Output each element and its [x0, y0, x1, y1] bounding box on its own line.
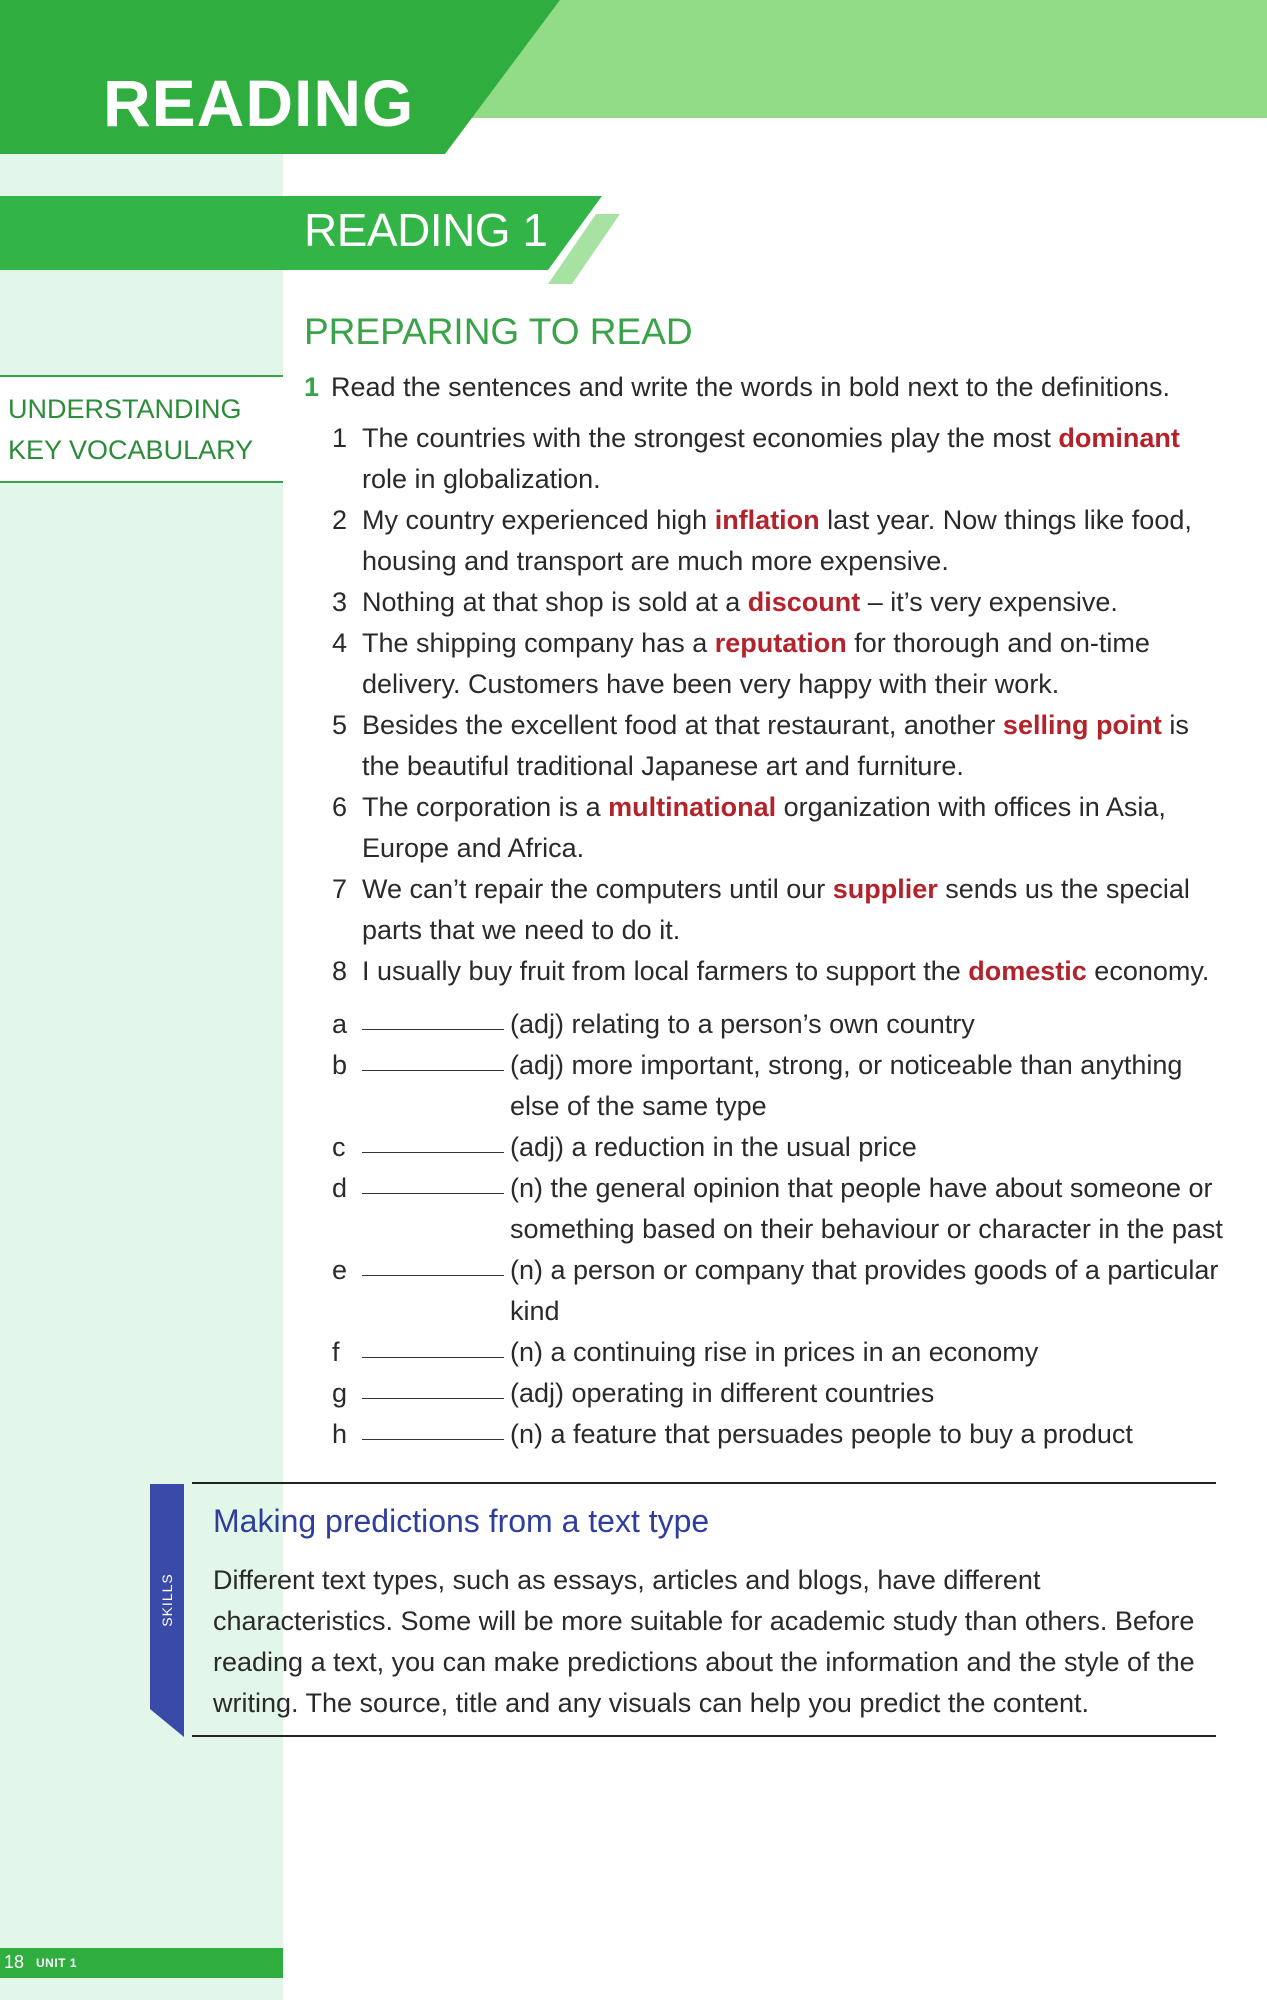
definition-letter: a — [332, 1009, 348, 1039]
definition-letter: d — [332, 1173, 348, 1203]
page-number: 18 — [4, 1952, 25, 1972]
bold-vocab-word: supplier — [832, 874, 938, 904]
definition-text: (n) the general opinion that people have about someone or something based on their behaviour or character in the past — [510, 1173, 1223, 1244]
sentence-item — [332, 705, 1232, 787]
skills-tab-text: SKILLS — [159, 1573, 175, 1627]
sentence-item — [332, 582, 1232, 623]
definition-text: (adj) relating to a person’s own country — [510, 1009, 975, 1039]
bold-vocab-word: dominant — [1058, 423, 1180, 453]
definition-text: (n) a feature that persuades people to buy a product — [510, 1419, 1133, 1449]
skills-title: Making predictions from a text type — [213, 1503, 710, 1539]
definition-letter: c — [332, 1132, 346, 1162]
definition-item — [332, 1004, 1232, 1045]
bold-vocab-word: discount — [747, 587, 861, 617]
sentence-text: sends us the special parts that we need to do it. — [362, 874, 1190, 945]
definition-item — [332, 1414, 1232, 1455]
sentence-text: is the beautiful traditional Japanese art and furniture. — [362, 710, 1189, 781]
instruction-text: Read the sentences and write the words in bold next to the definitions. — [331, 372, 1171, 402]
sentence-list — [332, 418, 1232, 992]
skills-tab-label — [150, 1560, 184, 1640]
sentence-number: 7 — [332, 874, 348, 904]
answer-blank[interactable] — [362, 1414, 504, 1440]
bold-vocab-word: inflation — [714, 505, 820, 535]
sentence-text: The corporation is a — [362, 792, 609, 822]
answer-blank[interactable] — [362, 1004, 504, 1030]
sentence-number: 8 — [332, 956, 348, 986]
sidebar-label-line2: KEY VOCABULARY — [8, 435, 254, 465]
sentence-text: My country experienced high — [362, 505, 715, 535]
sentence-number: 2 — [332, 505, 348, 535]
sentence-text: last year. Now things like food, housing and transport are much more expensive. — [362, 505, 1192, 576]
definition-item — [332, 1168, 1232, 1250]
sentence-text: I usually buy fruit from local farmers to support the — [362, 956, 969, 986]
definition-text: (adj) more important, strong, or noticeable than anything else of the same type — [510, 1050, 1183, 1121]
exercise-number: 1 — [304, 372, 320, 402]
sentence-number: 3 — [332, 587, 348, 617]
sentence-item — [332, 623, 1232, 705]
sentence-text: Besides the excellent food at that restaurant, another — [362, 710, 1003, 740]
sentence-text: – it’s very expensive. — [860, 587, 1118, 617]
bold-vocab-word: selling point — [1002, 710, 1162, 740]
sentence-text: Nothing at that shop is sold at a — [362, 587, 748, 617]
section-title: READING 1 — [304, 204, 548, 256]
sidebar-label — [0, 375, 283, 483]
sentence-item — [332, 951, 1232, 992]
answer-blank[interactable] — [362, 1168, 504, 1194]
definition-letter: g — [332, 1378, 348, 1408]
answer-blank[interactable] — [362, 1127, 504, 1153]
answer-blank[interactable] — [362, 1373, 504, 1399]
bold-vocab-word: reputation — [714, 628, 847, 658]
sentence-text: role in globalization. — [362, 464, 601, 494]
skills-box-bottom-rule — [192, 1735, 1216, 1737]
definition-text: (n) a continuing rise in prices in an economy — [510, 1337, 1039, 1367]
definition-text: (adj) a reduction in the usual price — [510, 1132, 917, 1162]
page-title: READING — [103, 66, 415, 140]
answer-blank[interactable] — [362, 1250, 504, 1276]
sidebar-label-line1: UNDERSTANDING — [8, 394, 242, 424]
sentence-text: The shipping company has a — [362, 628, 715, 658]
sentence-item — [332, 869, 1232, 951]
bold-vocab-word: domestic — [968, 956, 1087, 986]
definition-item — [332, 1045, 1232, 1127]
sentence-text: We can’t repair the computers until our — [362, 874, 833, 904]
definition-letter: e — [332, 1255, 348, 1285]
sentence-text: The countries with the strongest economies play the most — [362, 423, 1059, 453]
sentence-number: 6 — [332, 792, 348, 822]
sentence-item — [332, 500, 1232, 582]
sentence-item — [332, 787, 1232, 869]
section-heading: PREPARING TO READ — [304, 311, 693, 352]
sentence-item — [332, 418, 1232, 500]
bold-vocab-word: multinational — [608, 792, 777, 822]
skills-box-top-rule — [192, 1482, 1216, 1484]
sentence-number: 5 — [332, 710, 348, 740]
definition-item — [332, 1127, 1232, 1168]
answer-blank[interactable] — [362, 1045, 504, 1071]
exercise-instruction — [304, 370, 1170, 404]
answer-blank[interactable] — [362, 1332, 504, 1358]
definition-letter: h — [332, 1419, 348, 1449]
unit-label: UNIT 1 — [36, 1956, 78, 1970]
page-footer — [0, 1948, 283, 1978]
skills-body: Different text types, such as essays, articles and blogs, have different characteristics. Some will be more suitable for academic study than others. Before reading a text, you can make predictions about the information and the style of the writing. The source, title and any visuals can help you predict the content. — [213, 1565, 1195, 1718]
definition-item — [332, 1373, 1232, 1414]
definition-letter: b — [332, 1050, 348, 1080]
definition-text: (adj) operating in different countries — [510, 1378, 935, 1408]
sentence-text: for thorough and on-time delivery. Customers have been very happy with their work. — [362, 628, 1150, 699]
sentence-text: economy. — [1086, 956, 1210, 986]
definition-list — [332, 1004, 1232, 1455]
definition-letter: f — [332, 1337, 340, 1367]
definition-item — [332, 1332, 1232, 1373]
definition-text: (n) a person or company that provides goods of a particular kind — [510, 1255, 1219, 1326]
sentence-text: organization with offices in Asia, Europe and Africa. — [362, 792, 1166, 863]
definition-item — [332, 1250, 1232, 1332]
sentence-number: 4 — [332, 628, 348, 658]
sentence-number: 1 — [332, 423, 348, 453]
